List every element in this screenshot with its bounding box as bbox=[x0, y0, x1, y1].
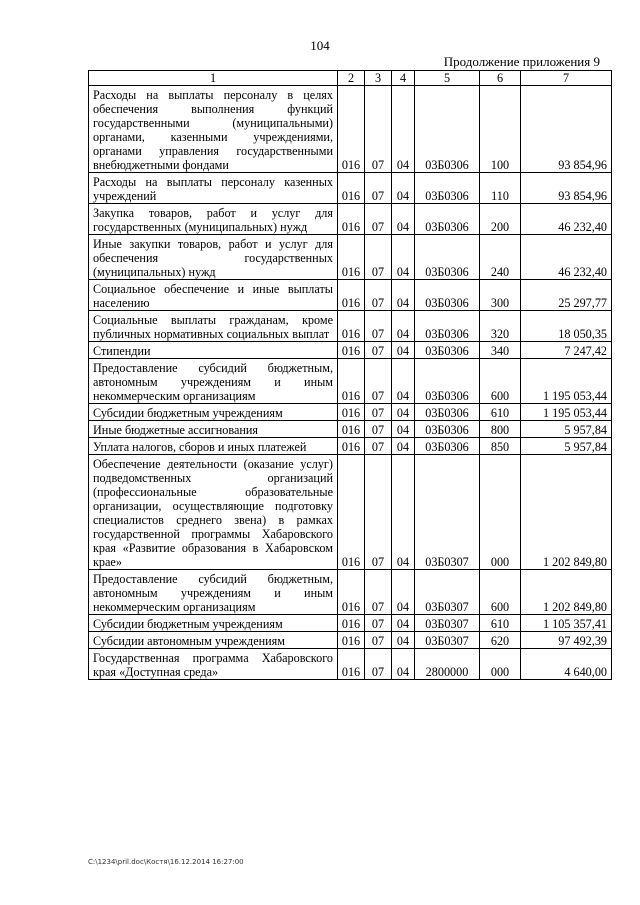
description-cell: Закупка товаров, работ и услуг для государственных (муниципальных) нужд bbox=[89, 204, 338, 235]
description-cell: Социальные выплаты гражданам, кроме публичных нормативных социальных выплат bbox=[89, 311, 338, 342]
table-header-row bbox=[89, 71, 612, 86]
table-row bbox=[89, 455, 612, 570]
section-code-cell: 07 bbox=[365, 359, 392, 404]
ministry-code-cell: 016 bbox=[338, 404, 365, 421]
table-row bbox=[89, 173, 612, 204]
expense-type-cell: 240 bbox=[480, 235, 521, 280]
amount-cell: 1 202 849,80 bbox=[521, 570, 612, 615]
subsection-code-cell: 04 bbox=[392, 235, 415, 280]
description-cell: Расходы на выплаты персоналу в целях обеспечения выполнения функций государственными (муниципальными) органами, казенными учреждениями, органами управления государственными внебюджетными фондами bbox=[89, 86, 338, 173]
target-article-cell: 03Б0306 bbox=[415, 404, 480, 421]
header-cell: 5 bbox=[415, 71, 480, 86]
amount-cell: 25 297,77 bbox=[521, 280, 612, 311]
table-row bbox=[89, 649, 612, 680]
amount-cell: 46 232,40 bbox=[521, 235, 612, 280]
header-cell: 2 bbox=[338, 71, 365, 86]
subsection-code-cell: 04 bbox=[392, 280, 415, 311]
appendix-continuation-label: Продолжение приложения 9 bbox=[443, 54, 600, 69]
subsection-code-cell: 04 bbox=[392, 311, 415, 342]
target-article-cell: 03Б0306 bbox=[415, 421, 480, 438]
target-article-cell: 03Б0306 bbox=[415, 235, 480, 280]
amount-cell: 93 854,96 bbox=[521, 173, 612, 204]
header-cell: 3 bbox=[365, 71, 392, 86]
amount-cell: 18 050,35 bbox=[521, 311, 612, 342]
target-article-cell: 03Б0306 bbox=[415, 173, 480, 204]
subsection-code-cell: 04 bbox=[392, 204, 415, 235]
description-cell: Субсидии автономным учреждениям bbox=[89, 632, 338, 649]
file-path-footer: C:\1234\pril.doc\Костя\16.12.2014 16:27:00 bbox=[88, 858, 244, 866]
description-cell: Расходы на выплаты персоналу казенных учреждений bbox=[89, 173, 338, 204]
subsection-code-cell: 04 bbox=[392, 438, 415, 455]
ministry-code-cell: 016 bbox=[338, 235, 365, 280]
description-cell: Субсидии бюджетным учреждениям bbox=[89, 404, 338, 421]
target-article-cell: 03Б0306 bbox=[415, 86, 480, 173]
table-row bbox=[89, 359, 612, 404]
subsection-code-cell: 04 bbox=[392, 570, 415, 615]
ministry-code-cell: 016 bbox=[338, 570, 365, 615]
amount-cell: 1 195 053,44 bbox=[521, 404, 612, 421]
amount-cell: 1 195 053,44 bbox=[521, 359, 612, 404]
ministry-code-cell: 016 bbox=[338, 204, 365, 235]
table-row bbox=[89, 204, 612, 235]
section-code-cell: 07 bbox=[365, 204, 392, 235]
header-cell: 7 bbox=[521, 71, 612, 86]
ministry-code-cell: 016 bbox=[338, 421, 365, 438]
description-cell: Государственная программа Хабаровского края «Доступная среда» bbox=[89, 649, 338, 680]
description-cell: Социальное обеспечение и иные выплаты населению bbox=[89, 280, 338, 311]
section-code-cell: 07 bbox=[365, 235, 392, 280]
amount-cell: 5 957,84 bbox=[521, 421, 612, 438]
target-article-cell: 03Б0306 bbox=[415, 280, 480, 311]
table-row bbox=[89, 404, 612, 421]
ministry-code-cell: 016 bbox=[338, 173, 365, 204]
table-row bbox=[89, 280, 612, 311]
target-article-cell: 03Б0306 bbox=[415, 438, 480, 455]
section-code-cell: 07 bbox=[365, 342, 392, 359]
description-cell: Уплата налогов, сборов и иных платежей bbox=[89, 438, 338, 455]
expense-type-cell: 600 bbox=[480, 570, 521, 615]
section-code-cell: 07 bbox=[365, 615, 392, 632]
target-article-cell: 03Б0307 bbox=[415, 632, 480, 649]
table-row bbox=[89, 86, 612, 173]
table-row bbox=[89, 235, 612, 280]
expense-type-cell: 000 bbox=[480, 455, 521, 570]
section-code-cell: 07 bbox=[365, 86, 392, 173]
table-row bbox=[89, 632, 612, 649]
subsection-code-cell: 04 bbox=[392, 86, 415, 173]
section-code-cell: 07 bbox=[365, 311, 392, 342]
expense-type-cell: 610 bbox=[480, 404, 521, 421]
table-row bbox=[89, 570, 612, 615]
budget-table bbox=[88, 70, 612, 680]
target-article-cell: 03Б0306 bbox=[415, 342, 480, 359]
description-cell: Субсидии бюджетным учреждениям bbox=[89, 615, 338, 632]
ministry-code-cell: 016 bbox=[338, 359, 365, 404]
header-cell: 4 bbox=[392, 71, 415, 86]
ministry-code-cell: 016 bbox=[338, 342, 365, 359]
description-cell: Иные закупки товаров, работ и услуг для обеспечения государственных (муниципальных) нужд bbox=[89, 235, 338, 280]
expense-type-cell: 320 bbox=[480, 311, 521, 342]
description-cell: Обеспечение деятельности (оказание услуг) подведомственных организаций (профессиональные образовательные организации, осуществляющие подготовку специалистов среднего звена) в рамках государственной программы Хабаровского края «Развитие образования в Хабаровском крае» bbox=[89, 455, 338, 570]
expense-type-cell: 800 bbox=[480, 421, 521, 438]
subsection-code-cell: 04 bbox=[392, 455, 415, 570]
amount-cell: 46 232,40 bbox=[521, 204, 612, 235]
target-article-cell: 2800000 bbox=[415, 649, 480, 680]
target-article-cell: 03Б0306 bbox=[415, 311, 480, 342]
expense-type-cell: 620 bbox=[480, 632, 521, 649]
description-cell: Предоставление субсидий бюджетным, автономным учреждениям и иным некоммерческим организациям bbox=[89, 359, 338, 404]
expense-type-cell: 610 bbox=[480, 615, 521, 632]
subsection-code-cell: 04 bbox=[392, 649, 415, 680]
table-row bbox=[89, 342, 612, 359]
target-article-cell: 03Б0306 bbox=[415, 359, 480, 404]
expense-type-cell: 110 bbox=[480, 173, 521, 204]
subsection-code-cell: 04 bbox=[392, 632, 415, 649]
expense-type-cell: 200 bbox=[480, 204, 521, 235]
subsection-code-cell: 04 bbox=[392, 421, 415, 438]
expense-type-cell: 300 bbox=[480, 280, 521, 311]
amount-cell: 5 957,84 bbox=[521, 438, 612, 455]
amount-cell: 4 640,00 bbox=[521, 649, 612, 680]
subsection-code-cell: 04 bbox=[392, 359, 415, 404]
section-code-cell: 07 bbox=[365, 173, 392, 204]
ministry-code-cell: 016 bbox=[338, 615, 365, 632]
section-code-cell: 07 bbox=[365, 438, 392, 455]
ministry-code-cell: 016 bbox=[338, 649, 365, 680]
section-code-cell: 07 bbox=[365, 649, 392, 680]
section-code-cell: 07 bbox=[365, 632, 392, 649]
table-row bbox=[89, 311, 612, 342]
section-code-cell: 07 bbox=[365, 404, 392, 421]
description-cell: Стипендии bbox=[89, 342, 338, 359]
amount-cell: 7 247,42 bbox=[521, 342, 612, 359]
section-code-cell: 07 bbox=[365, 421, 392, 438]
target-article-cell: 03Б0307 bbox=[415, 615, 480, 632]
expense-type-cell: 100 bbox=[480, 86, 521, 173]
page-number: 104 bbox=[310, 38, 330, 53]
subsection-code-cell: 04 bbox=[392, 404, 415, 421]
header-cell: 6 bbox=[480, 71, 521, 86]
section-code-cell: 07 bbox=[365, 280, 392, 311]
amount-cell: 97 492,39 bbox=[521, 632, 612, 649]
amount-cell: 1 202 849,80 bbox=[521, 455, 612, 570]
subsection-code-cell: 04 bbox=[392, 342, 415, 359]
expense-type-cell: 600 bbox=[480, 359, 521, 404]
description-cell: Иные бюджетные ассигнования bbox=[89, 421, 338, 438]
ministry-code-cell: 016 bbox=[338, 86, 365, 173]
ministry-code-cell: 016 bbox=[338, 311, 365, 342]
description-cell: Предоставление субсидий бюджетным, автономным учреждениям и иным некоммерческим организациям bbox=[89, 570, 338, 615]
table-row bbox=[89, 438, 612, 455]
header-cell: 1 bbox=[89, 71, 338, 86]
subsection-code-cell: 04 bbox=[392, 173, 415, 204]
ministry-code-cell: 016 bbox=[338, 455, 365, 570]
target-article-cell: 03Б0306 bbox=[415, 204, 480, 235]
subsection-code-cell: 04 bbox=[392, 615, 415, 632]
expense-type-cell: 340 bbox=[480, 342, 521, 359]
expense-type-cell: 850 bbox=[480, 438, 521, 455]
amount-cell: 1 105 357,41 bbox=[521, 615, 612, 632]
table-row bbox=[89, 421, 612, 438]
ministry-code-cell: 016 bbox=[338, 280, 365, 311]
section-code-cell: 07 bbox=[365, 570, 392, 615]
section-code-cell: 07 bbox=[365, 455, 392, 570]
amount-cell: 93 854,96 bbox=[521, 86, 612, 173]
target-article-cell: 03Б0307 bbox=[415, 570, 480, 615]
target-article-cell: 03Б0307 bbox=[415, 455, 480, 570]
ministry-code-cell: 016 bbox=[338, 438, 365, 455]
expense-type-cell: 000 bbox=[480, 649, 521, 680]
ministry-code-cell: 016 bbox=[338, 632, 365, 649]
table-row bbox=[89, 615, 612, 632]
